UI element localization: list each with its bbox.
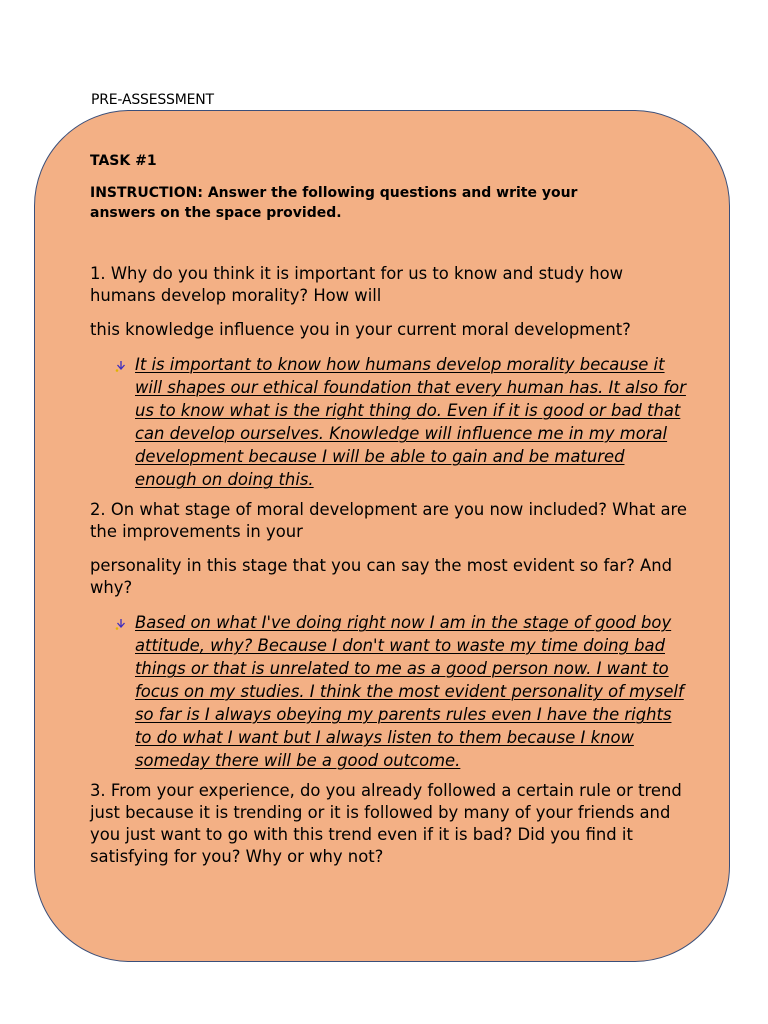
arrow-down-star-icon xyxy=(114,611,128,634)
question-2-line-2: personality in this stage that you can say the most evident so far? And why? xyxy=(90,556,672,597)
question-3: 3. From your experience, do you already followed a certain rule or trend just because it is trending or it is followed by many of your friends and you just want to go with this trend even if it is bad? Did you find it satisfying for you? Why or why not? xyxy=(90,781,682,866)
card-content xyxy=(90,152,690,868)
question-2-line-1: 2. On what stage of moral development are you now included? What are the improvements in your xyxy=(90,500,687,541)
answer-1-text: It is important to know how humans develop morality because it will shapes our ethical foundation that every human has. It also for us to know what is the right thing do. Even if it is good or bad that can develop ourselves. Knowledge will influence me in my moral development because I will be able to gain and be matured enough on doing this. xyxy=(135,355,686,489)
instruction-text: INSTRUCTION: Answer the following questions and write your answers on the space provided. xyxy=(90,185,578,221)
task-title: TASK #1 xyxy=(90,153,157,169)
answer-1 xyxy=(90,353,690,491)
answer-2-text: Based on what I've doing right now I am in the stage of good boy attitude, why? Because I don't want to waste my time doing bad things or that is unrelated to me as a good person now. I want to focus on my studies. I think the most evident personality of myself so far is I always obeying my parents rules even I have the rights to do what I want but I always listen to them because I know someday there will be a good outcome. xyxy=(135,613,684,770)
question-1-line-2: this knowledge influence you in your current moral development? xyxy=(90,320,631,339)
arrow-down-star-icon xyxy=(114,353,128,376)
question-1-line-1: 1. Why do you think it is important for us to know and study how humans develop morality? How will xyxy=(90,264,624,305)
page-header: PRE-ASSESSMENT xyxy=(91,92,214,108)
answer-2 xyxy=(90,611,690,772)
